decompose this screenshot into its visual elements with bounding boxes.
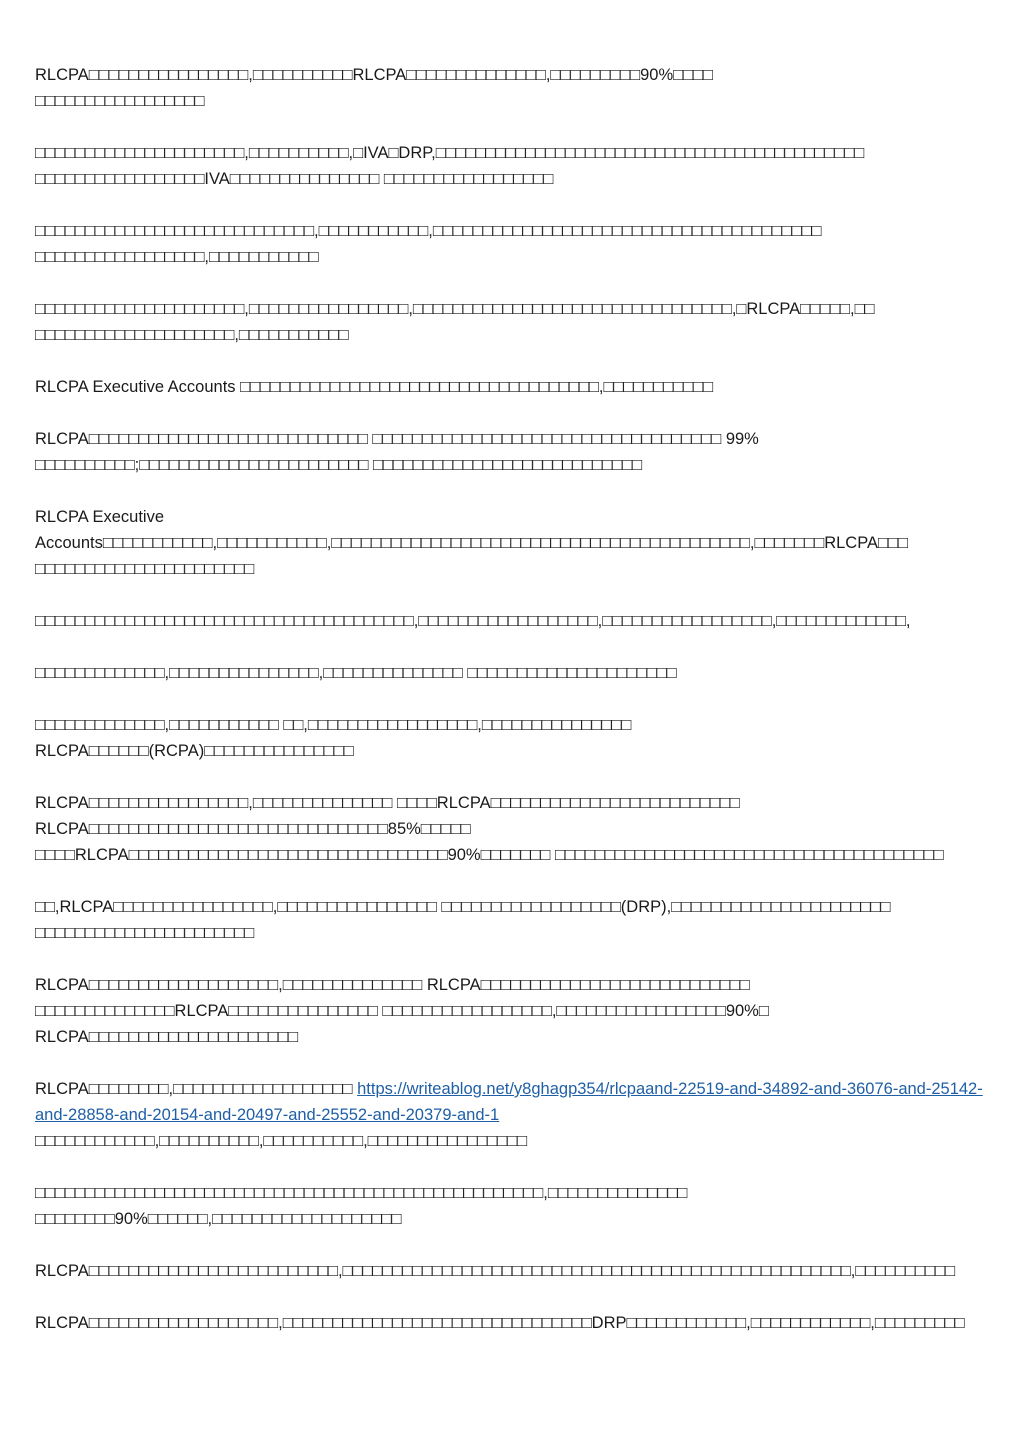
paragraph-line: □□□□□□□□□□□□□□□□□□□□□,□□□□□□□□□□□□□□□□,□□□□□□□□□□□□□□□□□□□□□□□□□□□□□□□□,□RLCPA□□□□□,□□ <box>35 300 875 318</box>
paragraph-line: □□□□□□□□□□□□□□□□□□□□□□ <box>35 924 255 942</box>
paragraph-line: RLCPA□□□□□□□□□□□□□□□□□□□,□□□□□□□□□□□□□□ RLCPA□□□□□□□□□□□□□□□□□□□□□□□□□□□ <box>35 976 750 994</box>
paragraph-8 <box>35 608 990 634</box>
paragraph-line: □□□□□□□□□□□□□□□□□□□□,□□□□□□□□□□□ <box>35 326 349 344</box>
paragraph-16 <box>35 1258 990 1284</box>
paragraph-line: □□□□□□□□□□□□□□□□□,□□□□□□□□□□□ <box>35 248 319 266</box>
paragraph-line: □□□□□□□□□□□□,□□□□□□□□□□,□□□□□□□□□□,□□□□□□□□□□□□□□□□ <box>35 1132 528 1150</box>
paragraph-7 <box>35 504 990 582</box>
article-link[interactable]: https://writeablog.net/y8ghagp354/rlcpaand-22519-and-34892-and-36076-and-25142-and-28858-and-20154-and-20497-and-25552-and-20379-and-1 <box>35 1080 983 1124</box>
paragraph-line: □□□□□□□□□□□□□,□□□□□□□□□□□□□□□,□□□□□□□□□□□□□□ □□□□□□□□□□□□□□□□□□□□□ <box>35 664 677 682</box>
paragraph-line: □□,RLCPA□□□□□□□□□□□□□□□□,□□□□□□□□□□□□□□□□ □□□□□□□□□□□□□□□□□□(DRP),□□□□□□□□□□□□□□□□□□□□□□ <box>35 898 891 916</box>
paragraph-line: □□□□□□□□□□□□□□□□□□□□□□ <box>35 560 255 578</box>
paragraph-12 <box>35 894 990 946</box>
paragraph-6 <box>35 426 990 478</box>
paragraph-line: □□□□□□□□□□□□□□□□□□□□□□□□□□□□□□□□□□□□□□□□□□□□□□□□□□□,□□□□□□□□□□□□□□ <box>35 1184 688 1202</box>
paragraph-line: RLCPA□□□□□□□□,□□□□□□□□□□□□□□□□□□ <box>35 1080 358 1098</box>
paragraph-line: □□□□□□□□□□□□□□□□□□□□□□□□□□□□□□□□□□□□□□,□□□□□□□□□□□□□□□□□□,□□□□□□□□□□□□□□□□□,□□□□□□□□□□□□□, <box>35 612 911 630</box>
paragraph-line: RLCPA□□□□□□(RCPA)□□□□□□□□□□□□□□□ <box>35 742 354 760</box>
paragraph-line: RLCPA□□□□□□□□□□□□□□□□,□□□□□□□□□□□□□□ □□□□RLCPA□□□□□□□□□□□□□□□□□□□□□□□□□ <box>35 794 740 812</box>
paragraph-line: □□□□□□□□□□□□□□□□□IVA□□□□□□□□□□□□□□□ □□□□□□□□□□□□□□□□□ <box>35 170 554 188</box>
paragraph-1 <box>35 62 990 114</box>
paragraph-line: □□□□□□□□□□□□□□□□□□□□□□□□□□□□,□□□□□□□□□□□,□□□□□□□□□□□□□□□□□□□□□□□□□□□□□□□□□□□□□□□ <box>35 222 822 240</box>
paragraph-2 <box>35 140 990 192</box>
paragraph-line: RLCPA Executive <box>35 508 165 526</box>
paragraph-line: RLCPA□□□□□□□□□□□□□□□□□□□,□□□□□□□□□□□□□□□□□□□□□□□□□□□□□□□DRP□□□□□□□□□□□□,□□□□□□□□□□□□,□□□□□□□□□ <box>35 1314 965 1332</box>
paragraph-4 <box>35 296 990 348</box>
document-page <box>35 62 990 1362</box>
paragraph-line: □□□□□□□□□□;□□□□□□□□□□□□□□□□□□□□□□□ □□□□□□□□□□□□□□□□□□□□□□□□□□□ <box>35 456 643 474</box>
paragraph-3 <box>35 218 990 270</box>
paragraph-line: □□□□□□□□□□□□□□RLCPA□□□□□□□□□□□□□□□ □□□□□□□□□□□□□□□□□,□□□□□□□□□□□□□□□□□90%□ <box>35 1002 769 1020</box>
paragraph-line: □□□□□□□□□□□□□□□□□ <box>35 92 205 110</box>
paragraph-14 <box>35 1076 990 1154</box>
paragraph-17 <box>35 1310 990 1336</box>
paragraph-15 <box>35 1180 990 1232</box>
paragraph-line: □□□□RLCPA□□□□□□□□□□□□□□□□□□□□□□□□□□□□□□□□90%□□□□□□□ □□□□□□□□□□□□□□□□□□□□□□□□□□□□□□□□□□□□□□□ <box>35 846 944 864</box>
paragraph-line: RLCPA Executive Accounts □□□□□□□□□□□□□□□□□□□□□□□□□□□□□□□□□□□□,□□□□□□□□□□□ <box>35 378 714 396</box>
paragraph-line: RLCPA□□□□□□□□□□□□□□□□□□□□□ <box>35 1028 299 1046</box>
paragraph-line: RLCPA□□□□□□□□□□□□□□□□,□□□□□□□□□□RLCPA□□□□□□□□□□□□□□,□□□□□□□□□90%□□□□ <box>35 66 713 84</box>
paragraph-9 <box>35 660 990 686</box>
paragraph-11 <box>35 790 990 868</box>
paragraph-13 <box>35 972 990 1050</box>
paragraph-5 <box>35 374 990 400</box>
paragraph-10 <box>35 712 990 764</box>
paragraph-line: □□□□□□□□□□□□□□□□□□□□□,□□□□□□□□□□,□IVA□DRP,□□□□□□□□□□□□□□□□□□□□□□□□□□□□□□□□□□□□□□□□□□□ <box>35 144 865 162</box>
paragraph-line: RLCPA□□□□□□□□□□□□□□□□□□□□□□□□□□□□□□85%□□□□□ <box>35 820 471 838</box>
paragraph-line: □□□□□□□□90%□□□□□□,□□□□□□□□□□□□□□□□□□□ <box>35 1210 402 1228</box>
paragraph-line: □□□□□□□□□□□□□,□□□□□□□□□□□ □□,□□□□□□□□□□□□□□□□□,□□□□□□□□□□□□□□□ <box>35 716 632 734</box>
paragraph-line: RLCPA□□□□□□□□□□□□□□□□□□□□□□□□□,□□□□□□□□□□□□□□□□□□□□□□□□□□□□□□□□□□□□□□□□□□□□□□□□□□□,□□□□□□□□□□ <box>35 1262 956 1280</box>
paragraph-line: Accounts□□□□□□□□□□□,□□□□□□□□□□□,□□□□□□□□□□□□□□□□□□□□□□□□□□□□□□□□□□□□□□□□□□,□□□□□□□RLCPA□□□ <box>35 534 908 552</box>
paragraph-line: RLCPA□□□□□□□□□□□□□□□□□□□□□□□□□□□□ □□□□□□□□□□□□□□□□□□□□□□□□□□□□□□□□□□□ 99% <box>35 430 759 448</box>
